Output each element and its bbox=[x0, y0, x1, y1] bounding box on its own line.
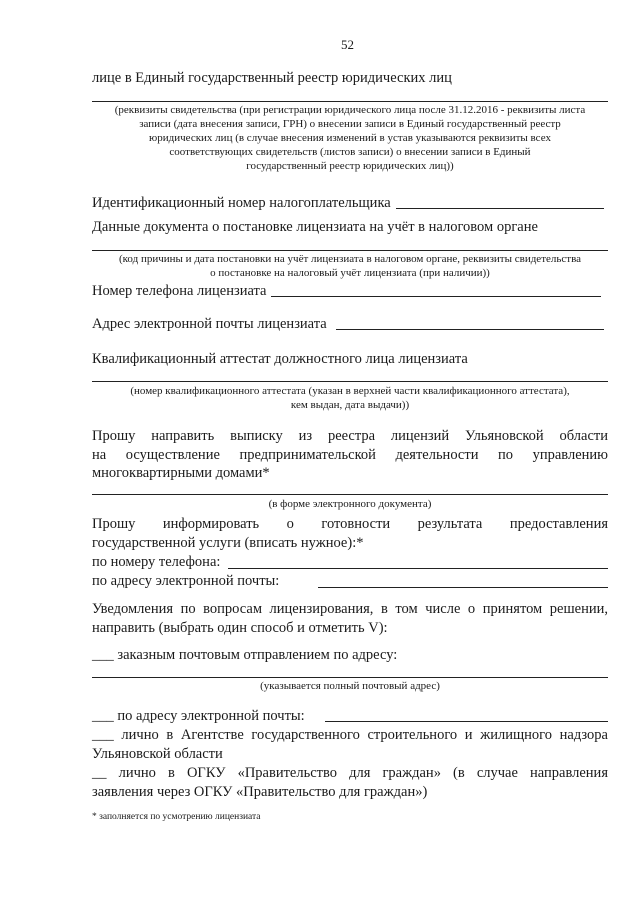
phone-label: Номер телефона лицензиата bbox=[92, 283, 267, 299]
page-number: 52 bbox=[341, 37, 354, 52]
post-address-field[interactable] bbox=[92, 677, 608, 678]
extract-request-line-1: Прошу направить выписку из реестра лицензий Ульяновской области bbox=[92, 428, 608, 444]
registry-field[interactable] bbox=[92, 101, 608, 102]
inform-request-line-2: государственной услуги (вписать нужное):* bbox=[92, 535, 364, 551]
by-email-label: по адресу электронной почты: bbox=[92, 573, 280, 589]
registry-line: лице в Единый государственный реестр юридических лиц bbox=[92, 70, 452, 86]
inform-request-line-1: Прошу информировать о готовности результата предоставления bbox=[92, 516, 608, 532]
option-post[interactable]: ___ заказным почтовым отправлением по адресу: bbox=[92, 647, 398, 663]
option-ogku-line-1[interactable]: __ лично в ОГКУ «Правительство для граждан» (в случае направления bbox=[92, 765, 608, 781]
extract-field[interactable] bbox=[92, 494, 608, 495]
phone-field[interactable] bbox=[271, 296, 601, 297]
tax-doc-field[interactable] bbox=[92, 250, 608, 251]
footnote: * заполняется по усмотрению лицензиата bbox=[92, 812, 261, 822]
notice-intro-line-2: направить (выбрать один способ и отметить V): bbox=[92, 620, 388, 636]
email-label: Адрес электронной почты лицензиата bbox=[92, 316, 327, 332]
option-agency-line-2: Ульяновской области bbox=[92, 746, 223, 762]
cert-label: Квалификационный аттестат должностного лица лицензиата bbox=[92, 351, 468, 367]
cert-note: (номер квалификационного аттестата (указан в верхней части квалификационного аттестата), кем выдан, дата выдачи)) bbox=[130, 385, 570, 411]
extract-request-line-2: на осуществление предпринимательской деятельности по управлению bbox=[92, 447, 608, 463]
option-email[interactable]: ___ по адресу электронной почты: bbox=[92, 708, 305, 724]
post-note: (указывается полный почтовый адрес) bbox=[260, 680, 440, 692]
email-field[interactable] bbox=[336, 329, 604, 330]
cert-field[interactable] bbox=[92, 381, 608, 382]
option-email-field[interactable] bbox=[325, 721, 608, 722]
inn-field[interactable] bbox=[396, 208, 604, 209]
tax-note: (код причины и дата постановки на учёт лицензиата в налоговом органе, реквизиты свидетельства о постановке на налоговый учёт лицензиата (при наличии)) bbox=[118, 253, 582, 279]
notice-intro-line-1: Уведомления по вопросам лицензирования, в том числе о принятом решении, bbox=[92, 601, 608, 617]
tax-doc-label: Данные документа о постановке лицензиата на учёт в налоговом органе bbox=[92, 219, 538, 235]
extract-request-line-3: многоквартирными домами* bbox=[92, 465, 270, 481]
extract-note: (в форме электронного документа) bbox=[268, 498, 432, 510]
by-phone-label: по номеру телефона: bbox=[92, 554, 221, 570]
registry-note: (реквизиты свидетельства (при регистрации юридического лица после 31.12.2016 - реквизиты листа записи (дата внесения записи, ГРН) о внесении записи в Единый государственный реестр юридических лиц (в случае внесения изменений в устав указываются реквизиты всех соответствующих свидетельств (листов записи) о внесении записи в Единый государственный реестр юридических лиц)) bbox=[114, 104, 586, 172]
option-agency-line-1[interactable]: ___ лично в Агентстве государственного строительного и жилищного надзора bbox=[92, 727, 608, 743]
by-phone-field[interactable] bbox=[228, 568, 608, 569]
by-email-field[interactable] bbox=[318, 587, 608, 588]
option-ogku-line-2: заявления через ОГКУ «Правительство для граждан») bbox=[92, 784, 428, 800]
inn-label: Идентификационный номер налогоплательщика bbox=[92, 195, 391, 211]
